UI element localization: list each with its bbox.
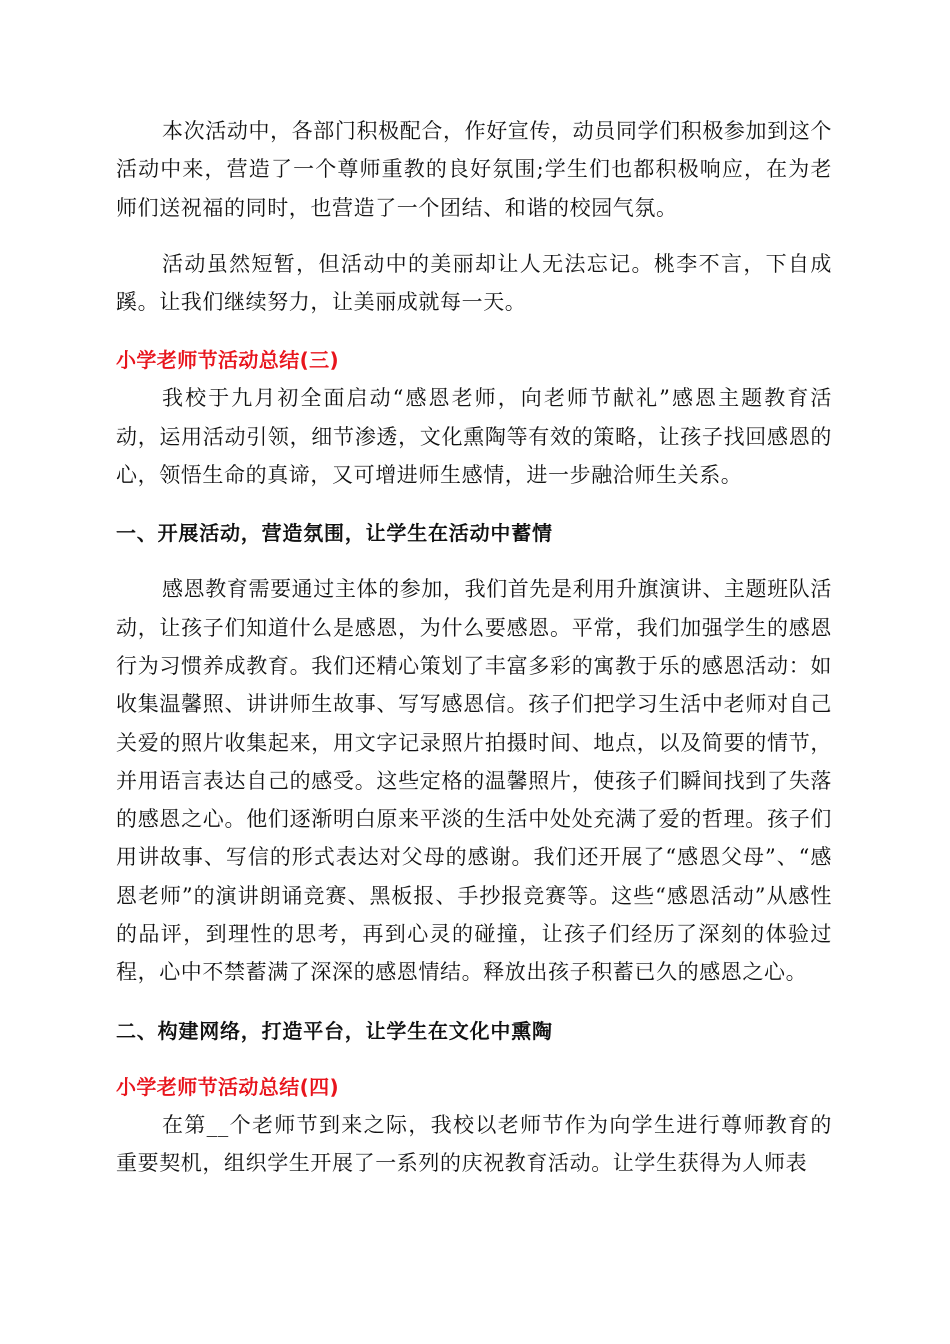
document-page bbox=[116, 112, 832, 1182]
paragraph-activity-summary: 本次活动中，各部门积极配合，作好宣传，动员同学们积极参加到这个活动中来，营造了一个尊师重教的良好氛围;学生们也都积极响应，在为老师们送祝福的同时，也营造了一个团结、和谐的校园气氛。 bbox=[116, 119, 832, 220]
paragraph-gratitude-education: 感恩教育需要通过主体的参加，我们首先是利用升旗演讲、主题班队活动，让孩子们知道什么是感恩，为什么要感恩。平常，我们加强学生的感恩行为习惯养成教育。我们还精心策划了丰富多彩的寓教于乐的感恩活动：如收集温馨照、讲讲师生故事、写写感恩信。孩子们把学习生活中老师对自己关爱的照片收集起来，用文字记录照片拍摄时间、地点，以及简要的情节，并用语言表达自己的感受。这些定格的温馨照片，使孩子们瞬间找到了失落的感恩之心。他们逐渐明白原来平淡的生活中处处充满了爱的哲理。孩子们用讲故事、写信的形式表达对父母的感谢。我们还开展了“感恩父母”、“感恩老师”的演讲朗诵竞赛、黑板报、手抄报竞赛等。这些“感恩活动”从感性的品评，到理性的思考，再到心灵的碰撞，让孩子们经历了深刻的体验过程，心中不禁蓄满了深深的感恩情结。释放出孩子积蓄已久的感恩之心。 bbox=[116, 577, 832, 985]
paragraph-closing: 活动虽然短暂，但活动中的美丽却让人无法忘记。桃李不言，下自成蹊。让我们继续努力，让美丽成就每一天。 bbox=[116, 251, 832, 315]
paragraph-section-four-intro: 在第__个老师节到来之际，我校以老师节作为向学生进行尊师教育的重要契机，组织学生开展了一系列的庆祝教育活动。让学生获得为人师表 bbox=[116, 1112, 832, 1175]
subheading-network-platform: 二、构建网络，打造平台，让学生在文化中熏陶 bbox=[116, 1018, 553, 1043]
paragraph-section-three-intro: 我校于九月初全面启动“感恩老师，向老师节献礼”感恩主题教育活动，运用活动引领，细节渗透，文化熏陶等有效的策略，让孩子找回感恩的心，领悟生命的真谛，又可增进师生感情，进一步融洽师生关系。 bbox=[116, 386, 832, 488]
section-title-three: 小学老师节活动总结(三) bbox=[116, 348, 340, 373]
subheading-activities: 一、开展活动，营造氛围，让学生在活动中蓄情 bbox=[116, 521, 553, 546]
section-title-four: 小学老师节活动总结(四) bbox=[116, 1074, 340, 1099]
